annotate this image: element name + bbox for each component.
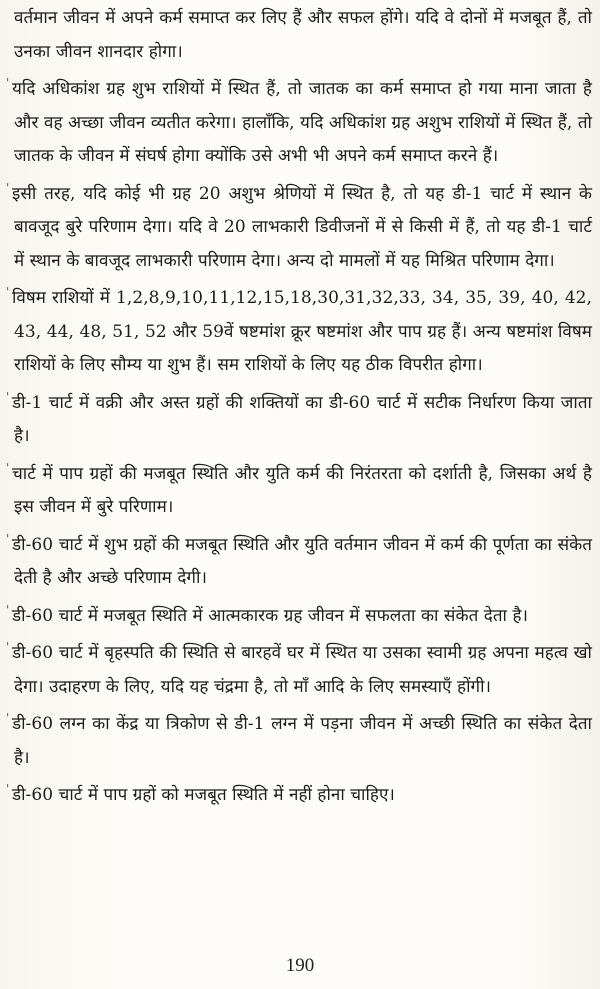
paragraph bbox=[6, 178, 592, 279]
paragraph-text: यदि अधिकांश ग्रह शुभ राशियों में स्थित हैं, तो जातक का कर्म समाप्त हो गया माना जाता है और वह अच्छा जीवन व्यतीत करेगा। हालाँकि, यदि अधिकांश ग्रह अशुभ राशियों में स्थित हैं, तो जातक के जीवन में संघर्ष होगा क्योंकि उसे अभी भी अपने कर्म समाप्त करने हैं। bbox=[12, 79, 592, 166]
paragraph-text: विषम राशियों में 1,2,8,9,10,11,12,15,18,30,31,32,33, 34, 35, 39, 40, 42, 43, 44, 48, 51, 52 और 59वें षष्टमांश क्रूर षष्टमांश और पाप ग्रह हैं। अन्य षष्टमांश विषम राशियों के लिए सौम्य या शुभ हैं। सम राशियों के लिए यह ठीक विपरीत होगा। bbox=[12, 288, 592, 375]
paragraph-text: इसी तरह, यदि कोई भी ग्रह 20 अशुभ श्रेणियों में स्थित है, तो यह डी-1 चार्ट में स्थान के बावजूद बुरे परिणाम देगा। यदि वे 20 लाभकारी डिवीजनों में से किसी में हैं, तो यह डी-1 चार्ट में स्थान के बावजूद लाभकारी परिणाम देगा। अन्य दो मामलों में यह मिश्रित परिणाम देगा। bbox=[12, 183, 592, 271]
bullet-mark-icon: ' bbox=[6, 76, 10, 90]
paragraph-text: वर्तमान जीवन में अपने कर्म समाप्त कर लिए हैं और सफल होंगे। यदि वे दोनों में मजबूत हैं, तो उनका जीवन शानदार होगा। bbox=[14, 8, 592, 62]
paragraph bbox=[6, 529, 592, 596]
paragraph bbox=[6, 282, 592, 383]
paragraph-text: डी-1 चार्ट में वक्री और अस्त ग्रहों की शक्तियों का डी-60 चार्ट में सटीक निर्धारण किया जाता है। bbox=[12, 392, 592, 446]
bullet-mark-icon: ' bbox=[6, 640, 10, 654]
paragraph bbox=[6, 387, 592, 454]
paragraph bbox=[6, 708, 592, 775]
bullet-mark-icon: ' bbox=[6, 531, 10, 546]
bullet-mark-icon: ' bbox=[6, 389, 10, 404]
paragraph-text: डी-60 चार्ट में शुभ ग्रहों की मजबूत स्थिति और युति वर्तमान जीवन में कर्म की पूर्णता का संकेत देती है और अच्छे परिणाम देगी। bbox=[12, 534, 592, 588]
paragraph bbox=[6, 779, 592, 813]
paragraph bbox=[6, 600, 592, 634]
paragraph-text: डी-60 चार्ट में मजबूत स्थिति में आत्मकारक ग्रह जीवन में सफलता का संकेत देता है। bbox=[12, 605, 529, 626]
paragraph-text: डी-60 चार्ट में पाप ग्रहों को मजबूत स्थिति में नहीं होना चाहिए। bbox=[12, 785, 395, 805]
bullet-mark-icon: ' bbox=[6, 460, 10, 475]
paragraph-text: डी-60 लग्न का केंद्र या त्रिकोण से डी-1 लग्न में पड़ना जीवन में अच्छी स्थिति का संकेत देता है। bbox=[12, 714, 592, 768]
bullet-mark-icon: ' bbox=[6, 602, 10, 617]
page-number: 190 bbox=[285, 955, 315, 976]
paragraph bbox=[6, 637, 592, 704]
bullet-mark-icon: ' bbox=[6, 711, 10, 725]
bullet-mark-icon: ' bbox=[6, 782, 10, 796]
bullet-mark-icon: ' bbox=[6, 285, 10, 299]
paragraph bbox=[6, 73, 592, 174]
paragraph-text: डी-60 चार्ट में बृहस्पति की स्थिति से बारहवें घर में स्थित या उसका स्वामी ग्रह अपना महत्व खो देगा। उदाहरण के लिए, यदि यह चंद्रमा है, तो माँ आदि के लिए समस्याएँ होंगी। bbox=[12, 643, 592, 697]
bullet-mark-icon: ' bbox=[6, 180, 10, 195]
paragraph bbox=[6, 458, 592, 525]
page-body bbox=[6, 2, 592, 817]
paragraph-text: चार्ट में पाप ग्रहों की मजबूत स्थिति और युति कर्म की निरंतरता को दर्शाती है, जिसका अर्थ है इस जीवन में बुरे परिणाम। bbox=[12, 463, 592, 517]
paragraph bbox=[14, 2, 592, 69]
